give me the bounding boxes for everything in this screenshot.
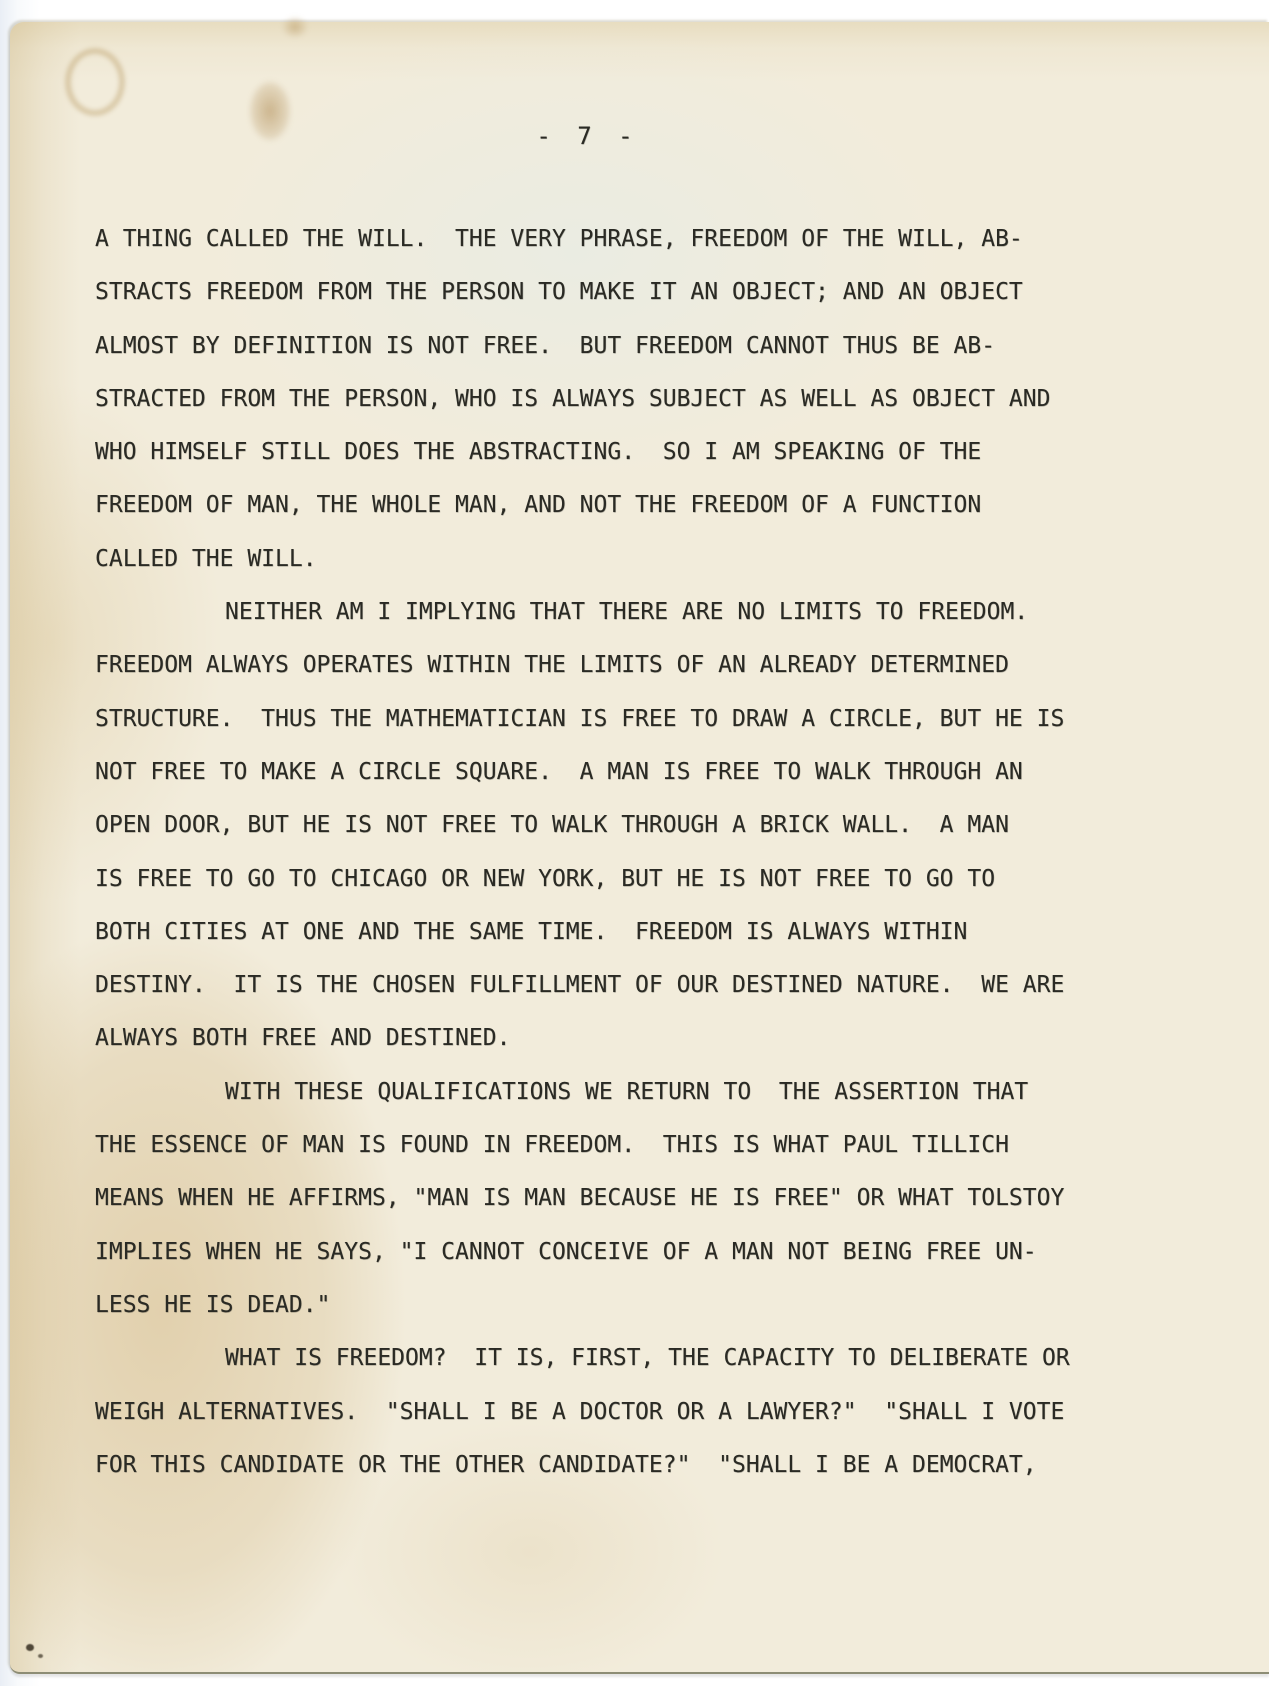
text-line: WHAT IS FREEDOM? IT IS, FIRST, THE CAPACITY TO DELIBERATE OR bbox=[225, 1345, 1070, 1372]
text-line: STRUCTURE. THUS THE MATHEMATICIAN IS FREE TO DRAW A CIRCLE, BUT HE IS bbox=[95, 705, 1065, 732]
text-line: NOT FREE TO MAKE A CIRCLE SQUARE. A MAN IS FREE TO WALK THROUGH AN bbox=[95, 758, 1023, 785]
text-line: IS FREE TO GO TO CHICAGO OR NEW YORK, BUT HE IS NOT FREE TO GO TO bbox=[95, 865, 996, 892]
text-line: WITH THESE QUALIFICATIONS WE RETURN TO THE ASSERTION THAT bbox=[225, 1078, 1029, 1105]
typed-text-block bbox=[95, 213, 1155, 1492]
text-line: CALLED THE WILL. bbox=[95, 545, 317, 572]
ink-speck bbox=[26, 1644, 34, 1651]
text-line: OPEN DOOR, BUT HE IS NOT FREE TO WALK THROUGH A BRICK WALL. A MAN bbox=[95, 812, 1009, 839]
text-line: ALMOST BY DEFINITION IS NOT FREE. BUT FREEDOM CANNOT THUS BE AB- bbox=[95, 332, 996, 359]
text-line: BOTH CITIES AT ONE AND THE SAME TIME. FREEDOM IS ALWAYS WITHIN bbox=[95, 918, 968, 945]
text-line: FREEDOM ALWAYS OPERATES WITHIN THE LIMITS OF AN ALREADY DETERMINED bbox=[95, 652, 1009, 679]
ring-stain bbox=[65, 48, 125, 116]
text-line: STRACTED FROM THE PERSON, WHO IS ALWAYS SUBJECT AS WELL AS OBJECT AND bbox=[95, 385, 1051, 412]
text-line: A THING CALLED THE WILL. THE VERY PHRASE, FREEDOM OF THE WILL, AB- bbox=[95, 226, 1023, 252]
text-line: DESTINY. IT IS THE CHOSEN FULFILLMENT OF OUR DESTINED NATURE. WE ARE bbox=[95, 972, 1065, 999]
text-line: LESS HE IS DEAD." bbox=[95, 1291, 331, 1318]
top-edge-stain bbox=[282, 16, 308, 38]
text-line: WEIGH ALTERNATIVES. "SHALL I BE A DOCTOR OR A LAWYER?" "SHALL I VOTE bbox=[95, 1398, 1065, 1425]
page-number: - 7 - bbox=[536, 122, 639, 150]
text-line: ALWAYS BOTH FREE AND DESTINED. bbox=[95, 1025, 511, 1052]
text-line: NEITHER AM I IMPLYING THAT THERE ARE NO LIMITS TO FREEDOM. bbox=[225, 599, 1029, 626]
text-line: THE ESSENCE OF MAN IS FOUND IN FREEDOM. THIS IS WHAT PAUL TILLICH bbox=[95, 1132, 1009, 1159]
text-line: STRACTS FREEDOM FROM THE PERSON TO MAKE IT AN OBJECT; AND AN OBJECT bbox=[95, 279, 1023, 306]
text-line: IMPLIES WHEN HE SAYS, "I CANNOT CONCEIVE OF A MAN NOT BEING FREE UN- bbox=[95, 1238, 1037, 1265]
text-line: FREEDOM OF MAN, THE WHOLE MAN, AND NOT THE FREEDOM OF A FUNCTION bbox=[95, 492, 982, 519]
paper-sheet bbox=[10, 22, 1269, 1674]
ink-speck bbox=[38, 1654, 43, 1658]
text-line: MEANS WHEN HE AFFIRMS, "MAN IS MAN BECAUSE HE IS FREE" OR WHAT TOLSTOY bbox=[95, 1185, 1065, 1212]
text-line: WHO HIMSELF STILL DOES THE ABSTRACTING. SO I AM SPEAKING OF THE bbox=[95, 439, 982, 466]
text-line: FOR THIS CANDIDATE OR THE OTHER CANDIDATE?" "SHALL I BE A DEMOCRAT, bbox=[95, 1451, 1037, 1478]
